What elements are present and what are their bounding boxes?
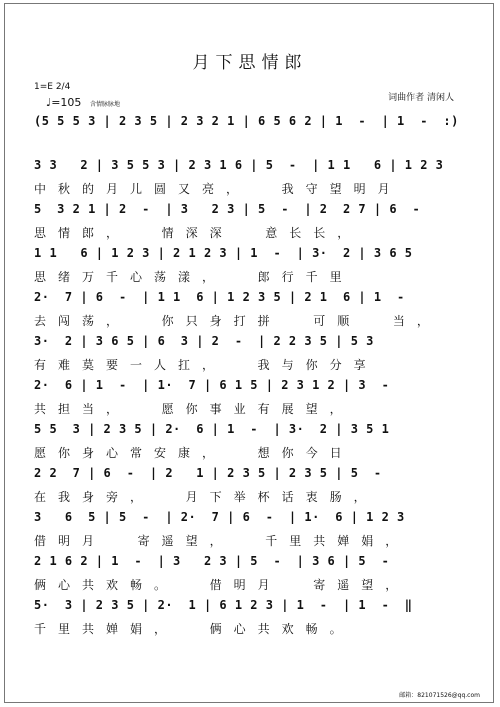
lyrics-line <box>34 136 464 152</box>
lyrics-line: 俩心共欢畅。 借明月 寄遥望， <box>34 578 410 592</box>
notation-line: 2· 7 | 6 - | 1 1 6 | 1 2 3 5 | 2 1 6 | 1 - <box>34 290 405 304</box>
score-row-10 <box>34 510 464 554</box>
score-row-4 <box>34 246 464 290</box>
lyrics-line: 去闯荡， 你只身打拼 可顺 当， <box>34 314 441 328</box>
score-row-3 <box>34 202 464 246</box>
notation-line: 3 6 5 | 5 - | 2· 7 | 6 - | 1· 6 | 1 2 3 <box>34 510 405 524</box>
tempo-marking <box>46 96 81 109</box>
notation-line: 3· 2 | 3 6 5 | 6 3 | 2 - | 2 2 3 5 | 5 3 <box>34 334 374 348</box>
notation-line: 2· 6 | 1 - | 1· 7 | 6 1 5 | 2 3 1 2 | 3 - <box>34 378 390 392</box>
score-row-6 <box>34 334 464 378</box>
score-row-7 <box>34 378 464 422</box>
notation-line: (5 5 5 3 | 2 3 5 | 2 3 2 1 | 6 5 6 2 | 1 - | 1 - :) <box>34 114 459 128</box>
score-row-5 <box>34 290 464 334</box>
song-title: 月下思情郎 <box>192 53 308 73</box>
lyrics-line: 共担当， 愿你事业有展望， <box>34 402 354 416</box>
score-row-1 <box>34 114 464 158</box>
lyrics-line: 在我身旁， 月下举杯话衷肠， <box>34 490 378 504</box>
author-credit: 词曲作者 清闲人 <box>388 93 454 103</box>
lyrics-line: 思情郎， 情深深 意长长， <box>34 226 362 240</box>
lyrics-line: 中秋的月儿圆又亮， 我守望明月 <box>34 182 402 196</box>
score-row-9 <box>34 466 464 510</box>
key-signature: 1=E 2/4 <box>34 82 71 92</box>
lyrics-line: 思绪万千心荡漾， 郎行千里 <box>34 270 354 284</box>
tempo-value: ♩=105 <box>46 96 82 109</box>
lyrics-line: 愿你身心常安康， 想你今日 <box>34 446 354 460</box>
notation-line: 5 3 2 1 | 2 - | 3 2 3 | 5 - | 2 2 7 | 6 - <box>34 202 421 216</box>
expression-marking: 含情脉脉地 <box>90 101 121 108</box>
notation-line: 5· 3 | 2 3 5 | 2· 1 | 6 1 2 3 | 1 - | 1 - ‖ <box>34 598 413 612</box>
lyrics-line: 借明月 寄遥望， 千里共婵娟， <box>34 534 410 548</box>
notation-line: 2 1 6 2 | 1 - | 3 2 3 | 5 - | 3 6 | 5 - <box>34 554 390 568</box>
lyrics-line: 千里共婵娟， 俩心共欢畅。 <box>34 622 354 636</box>
lyrics-line: 有难莫要一人扛， 我与你分享 <box>34 358 378 372</box>
score-row-2 <box>34 158 464 202</box>
score-row-12 <box>34 598 464 642</box>
contact-email: 邮箱：821071526@qq.com <box>399 692 480 699</box>
notation-line: 5 5 3 | 2 3 5 | 2· 6 | 1 - | 3· 2 | 3 5 1 <box>34 422 390 436</box>
score-rows <box>34 114 464 642</box>
score-row-8 <box>34 422 464 466</box>
notation-line: 2 2 7 | 6 - | 2 1 | 2 3 5 | 2 3 5 | 5 - <box>34 466 382 480</box>
score-row-11 <box>34 554 464 598</box>
notation-line: 3 3 2 | 3 5 5 3 | 2 3 1 6 | 5 - | 1 1 6 | 1 2 3 <box>34 158 444 172</box>
notation-line: 1 1 6 | 1 2 3 | 2 1 2 3 | 1 - | 3· 2 | 3 6 5 <box>34 246 413 260</box>
